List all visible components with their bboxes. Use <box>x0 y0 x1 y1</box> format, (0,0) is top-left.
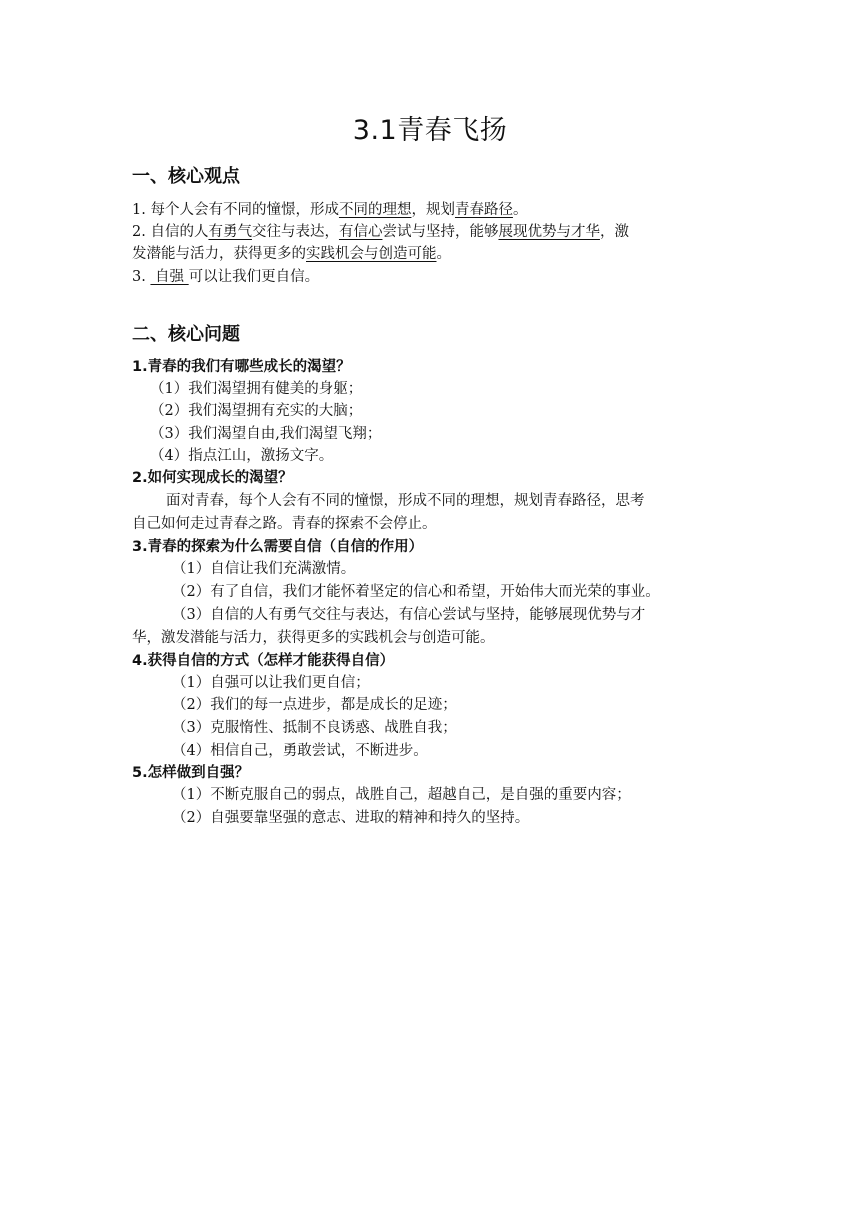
text-span: 可以让我们更自信。 <box>188 269 320 285</box>
underlined-answer: 实践机会与创造可能 <box>306 246 437 262</box>
list-item: （4）相信自己，勇敢尝试，不断进步。 <box>172 743 428 759</box>
text-span: 交往与表达， <box>251 224 339 240</box>
text-span: 2. 自信的人 <box>132 224 209 240</box>
text-span: 发潜能与活力，获得更多的 <box>132 246 306 262</box>
core-view-1 <box>132 198 527 219</box>
question-5: 5.怎样做到自强？ <box>132 765 250 781</box>
text-span: 。 <box>436 246 451 262</box>
question-1: 1.青春的我们有哪些成长的渴望？ <box>132 359 351 375</box>
question-3: 3.青春的探索为什么需要自信（自信的作用） <box>132 539 424 555</box>
text-span: 尝试与坚持，能够 <box>382 224 499 240</box>
core-view-2 <box>132 220 629 241</box>
text-span: ，规划 <box>411 202 455 218</box>
list-item: （1）不断克服自己的弱点，战胜自己，超越自己，是自强的重要内容； <box>172 787 631 803</box>
core-view-2-continued <box>132 242 451 263</box>
paragraph-line: 自己如何走过青春之路。青春的探索不会停止。 <box>132 516 437 532</box>
underlined-answer: 展现优势与才华 <box>498 224 600 240</box>
underlined-answer: 不同的理想 <box>338 202 412 218</box>
list-item: （2）我们的每一点进步，都是成长的足迹； <box>172 697 457 713</box>
list-item: （1）自信让我们充满激情。 <box>172 561 356 577</box>
question-2: 2.如何实现成长的渴望？ <box>132 470 293 486</box>
text-span: ，激 <box>599 224 629 240</box>
list-item: （2）自强要靠坚强的意志、进取的精神和持久的坚持。 <box>172 810 530 826</box>
underlined-answer: 青春路径 <box>454 202 513 218</box>
list-item: （2）有了自信，我们才能怀着坚定的信心和希望，开始伟大而光荣的事业。 <box>172 584 660 600</box>
question-4: 4.获得自信的方式（怎样才能获得自信） <box>132 653 395 669</box>
section-heading-core-questions: 二、核心问题 <box>132 324 240 345</box>
underlined-answer: 自强 <box>150 269 189 285</box>
list-item: （1）我们渴望拥有健美的身躯； <box>150 381 363 397</box>
paragraph-line: 面对青春，每个人会有不同的憧憬，形成不同的理想，规划青春路径，思考 <box>166 493 645 509</box>
paragraph-line: 华，激发潜能与活力，获得更多的实践机会与创造可能。 <box>132 630 495 646</box>
core-view-3 <box>132 265 319 286</box>
text-span: 3. <box>132 269 151 285</box>
text-span: 1. 每个人会有不同的憧憬，形成 <box>132 202 339 218</box>
underlined-answer: 有信心 <box>338 224 383 240</box>
list-item: （3）我们渴望自由,我们渴望飞翔； <box>150 426 382 442</box>
text-span: 。 <box>512 202 528 218</box>
list-item: （1）自强可以让我们更自信； <box>172 675 370 691</box>
list-item: （2）我们渴望拥有充实的大脑； <box>150 403 363 419</box>
section-heading-core-views: 一、核心观点 <box>132 166 240 187</box>
list-item: （3）自信的人有勇气交往与表达，有信心尝试与坚持，能够展现优势与才 <box>172 607 646 623</box>
list-item: （3）克服惰性、抵制不良诱惑、战胜自我； <box>172 720 457 736</box>
list-item: （4）指点江山，激扬文字。 <box>150 448 334 464</box>
underlined-answer: 有勇气 <box>208 224 252 240</box>
document-title: 3.1青春飞扬 <box>352 115 508 146</box>
